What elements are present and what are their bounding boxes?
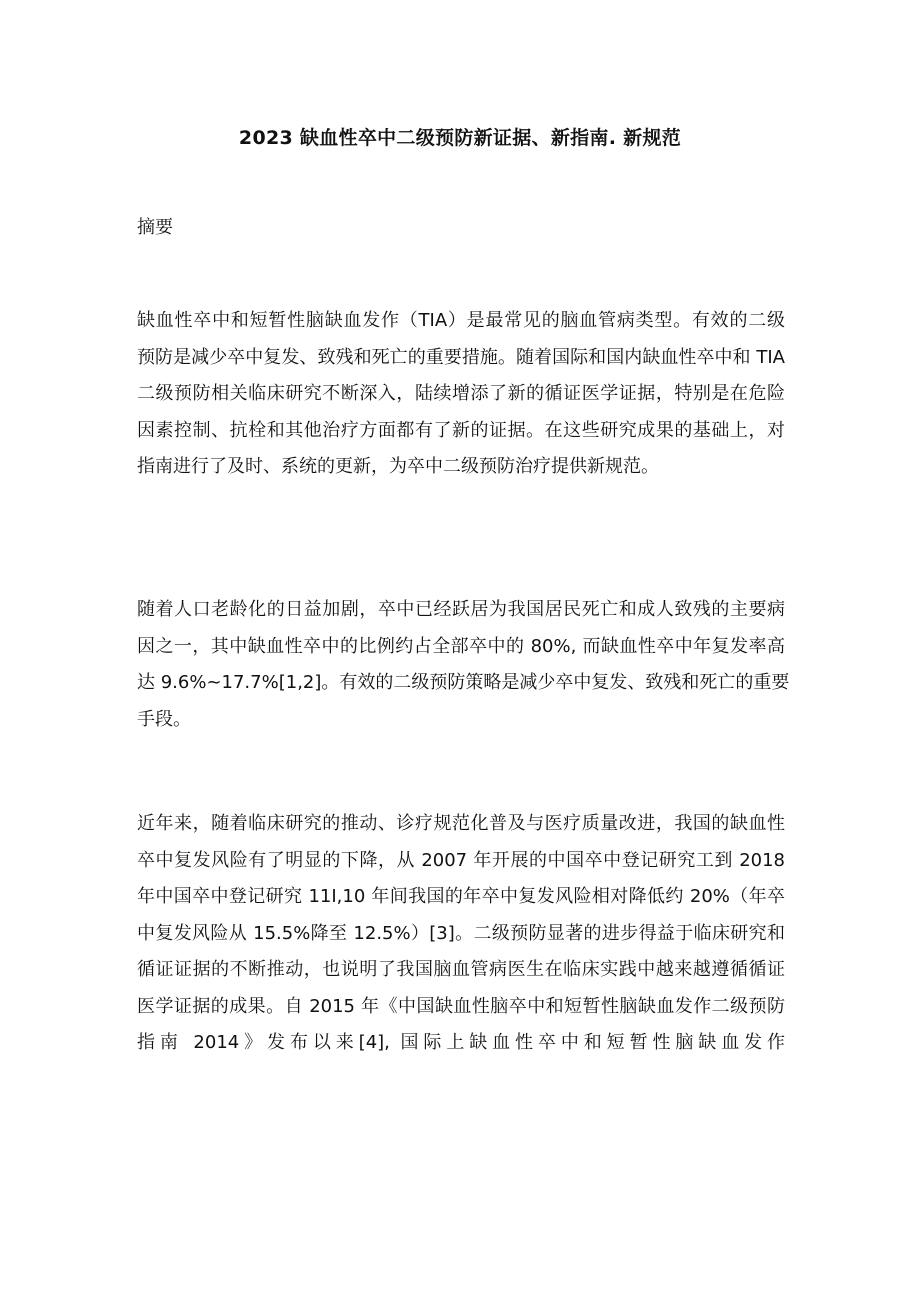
paragraph-line: 中复发风险从 15.5%降至 12.5%）[3]。二级预防显著的进步得益于临床研究和 — [137, 922, 785, 944]
paragraph-line: 缺血性卒中和短暂性脑缺血发作（TIA）是最常见的脑血管病类型。有效的二级 — [137, 310, 785, 331]
paragraph-line: 因之一，其中缺血性卒中的比例约占全部卒中的 80%, 而缺血性卒中年复发率高 — [137, 635, 785, 657]
paragraph-line: 年中国卒中登记研究 11I,10 年间我国的年卒中复发风险相对降低约 20%（年卒 — [137, 886, 785, 907]
paragraph-line: 手段。 — [137, 708, 191, 730]
document-title: 2023 缺血性卒中二级预防新证据、新指南. 新规范 — [238, 127, 682, 149]
paragraph-line: 卒中复发风险有了明显的下降，从 2007 年开展的中国卒中登记研究工到 2018 — [137, 849, 785, 871]
paragraph-line: 预防是减少卒中复发、致残和死亡的重要措施。随着国际和国内缺血性卒中和 TIA — [137, 346, 785, 368]
paragraph-background — [137, 592, 790, 738]
paragraph-intro — [137, 303, 785, 486]
paragraph-line: 指南 2014》发布以来[4], 国际上缺血性卒中和短暂性脑缺血发作 — [137, 1032, 785, 1053]
abstract-heading: 摘要 — [137, 217, 173, 238]
paragraph-line: 指南进行了及时、系统的更新，为卒中二级预防治疗提供新规范。 — [137, 456, 659, 477]
paragraph-recent-progress — [137, 806, 785, 1062]
paragraph-line: 近年来，随着临床研究的推动、诊疗规范化普及与医疗质量改进，我国的缺血性 — [137, 813, 785, 834]
paragraph-line: 达 9.6%~17.7%[1,2]。有效的二级预防策略是减少卒中复发、致残和死亡的重要 — [137, 672, 790, 693]
paragraph-line: 随着人口老龄化的日益加剧，卒中已经跃居为我国居民死亡和成人致残的主要病 — [137, 599, 785, 620]
paragraph-line: 循证证据的不断推动，也说明了我国脑血管病医生在临床实践中越来越遵循循证 — [137, 959, 785, 980]
paragraph-line: 因素控制、抗栓和其他治疗方面都有了新的证据。在这些研究成果的基础上，对 — [137, 419, 785, 441]
paragraph-line: 二级预防相关临床研究不断深入，陆续增添了新的循证医学证据，特别是在危险 — [137, 383, 785, 404]
paragraph-line: 医学证据的成果。自 2015 年《中国缺血性脑卒中和短暂性脑缺血发作二级预防 — [137, 995, 785, 1017]
